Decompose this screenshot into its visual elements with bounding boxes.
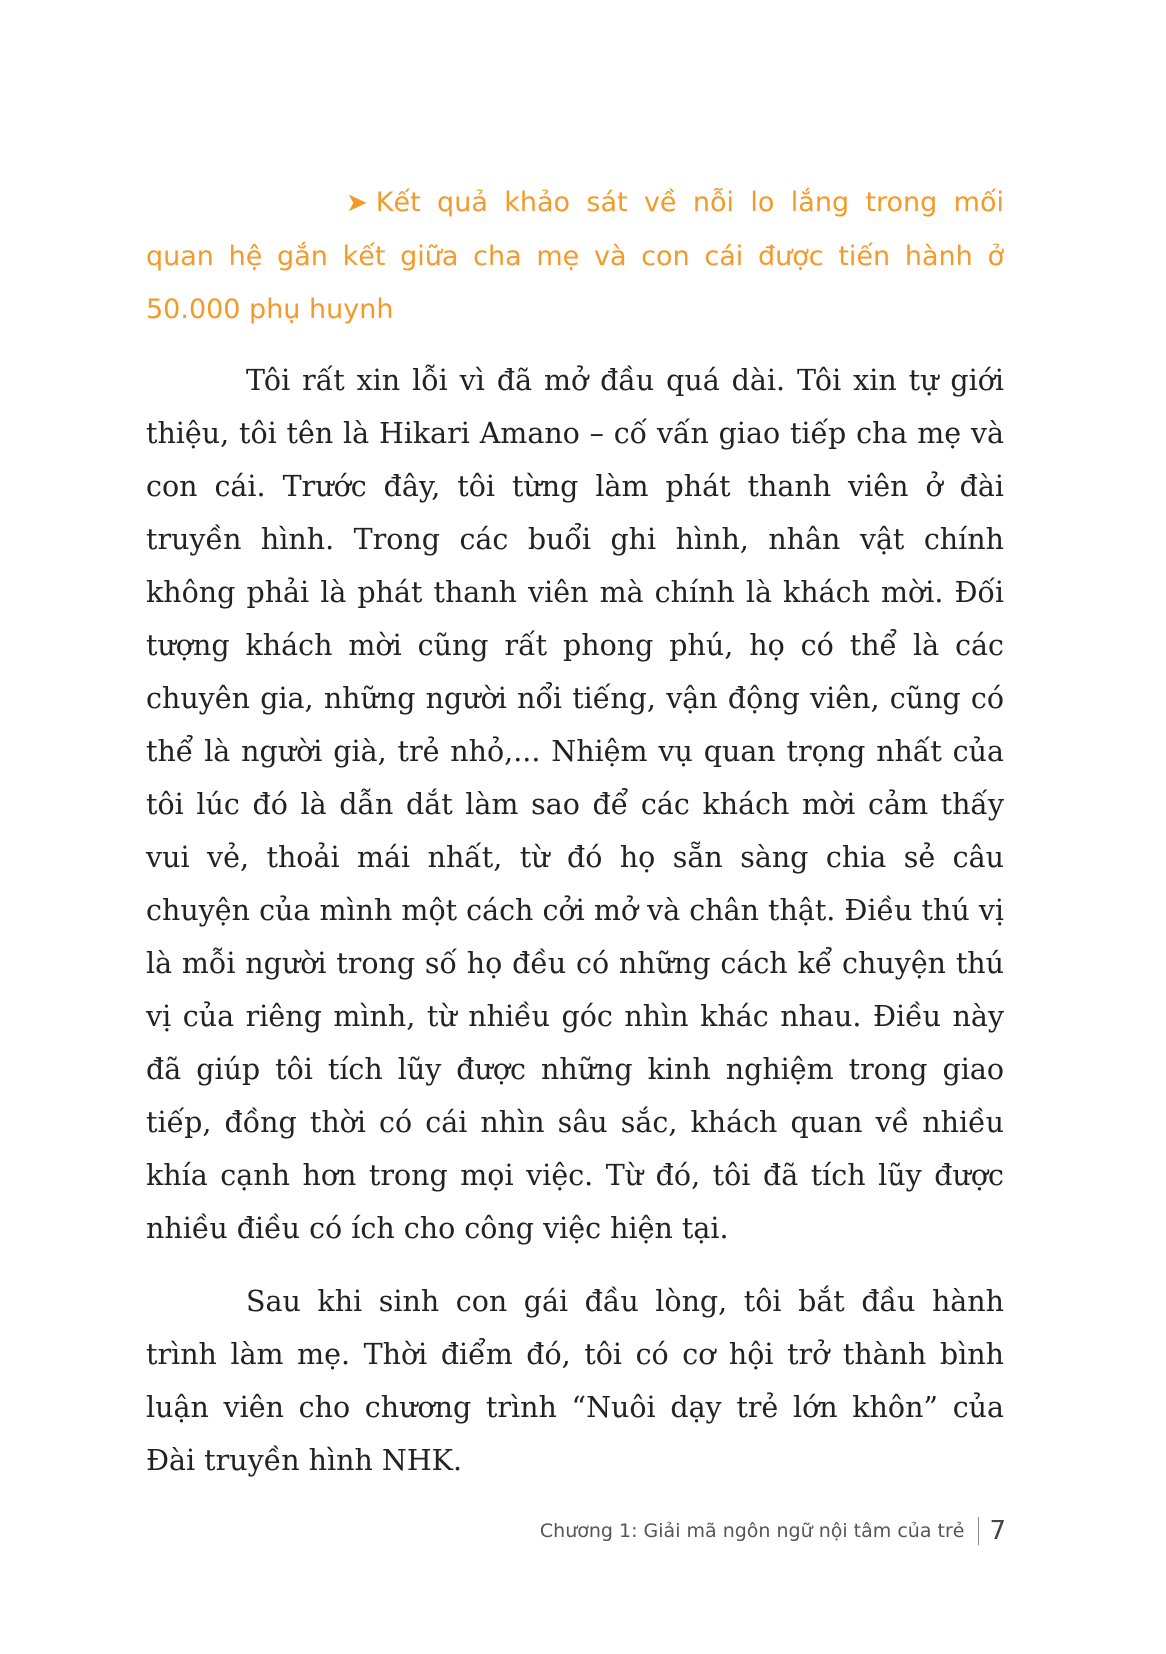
arrow-bullet-icon: ➤ [346, 188, 368, 218]
body-paragraph-1: Tôi rất xin lỗi vì đã mở đầu quá dài. Tôi xin tự giới thiệu, tôi tên là Hikari Amano – cố vấn giao tiếp cha mẹ và con cái. Trước đây, tôi từng làm phát thanh viên ở đài truyền hình. Trong các buổi ghi hình, nhân vật chính không phải là phát thanh viên mà chính là khách mời. Đối tượng khách mời cũng rất phong phú, họ có thể là các chuyên gia, những người nổi tiếng, vận động viên, cũng có thể là người già, trẻ nhỏ,... Nhiệm vụ quan trọng nhất của tôi lúc đó là dẫn dắt làm sao để các khách mời cảm thấy vui vẻ, thoải mái nhất, từ đó họ sẵn sàng chia sẻ câu chuyện của mình một cách cởi mở và chân thật. Điều thú vị là mỗi người trong số họ đều có những cách kể chuyện thú vị của riêng mình, từ nhiều góc nhìn khác nhau. Điều này đã giúp tôi tích lũy được những kinh nghiệm trong giao tiếp, đồng thời có cái nhìn sâu sắc, khách quan về nhiều khía cạnh hơn trong mọi việc. Từ đó, tôi đã tích lũy được nhiều điều có ích cho công việc hiện tại. [146, 364, 1004, 1245]
page-number: 7 [989, 1516, 1006, 1546]
section-heading-text: Kết quả khảo sát về nỗi lo lắng trong mối quan hệ gắn kết giữa cha mẹ và con cái được tiến hành ở 50.000 phụ huynh [146, 187, 1004, 325]
footer-divider [978, 1517, 979, 1545]
body-paragraph-2: Sau khi sinh con gái đầu lòng, tôi bắt đầu hành trình làm mẹ. Thời điểm đó, tôi có cơ hội trở thành bình luận viên cho chương trình “Nuôi dạy trẻ lớn khôn” của Đài truyền hình NHK. [146, 1285, 1004, 1477]
page-footer [540, 1516, 1006, 1546]
section-heading [146, 176, 1004, 336]
chapter-title: Chương 1: Giải mã ngôn ngữ nội tâm của trẻ [539, 1520, 965, 1542]
